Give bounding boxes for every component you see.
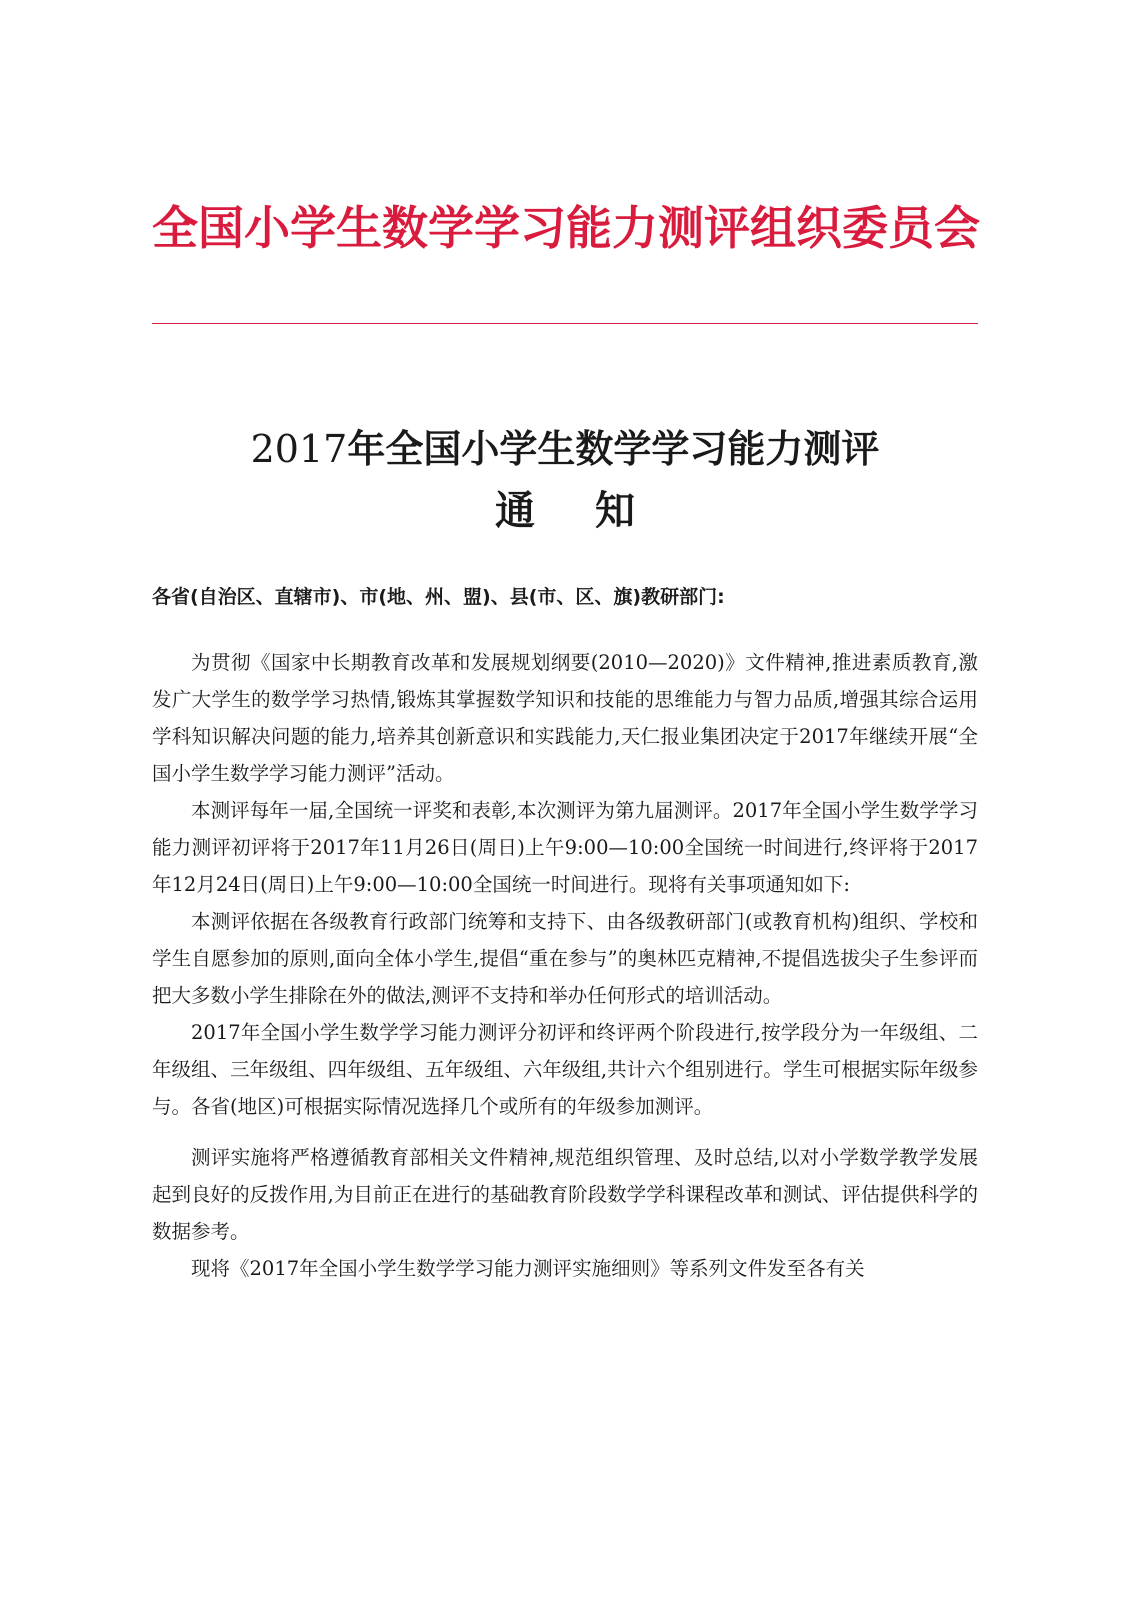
paragraph: 现将《2017年全国小学生数学学习能力测评实施细则》等系列文件发至各有关 <box>191 1257 865 1280</box>
notice-title-text: 年全国小学生数学学习能力测评 <box>347 427 880 471</box>
paragraph: 2017年全国小学生数学学习能力测评分初评和终评两个阶段进行,按学段分为一年级组、二年级组、三年级组、四年级组、五年级组、六年级组,共计六个组别进行。学生可根据实际年级参与。各省(地区)可根据实际情况选择几个或所有的年级参加测评。 <box>152 1021 978 1118</box>
salutation: 各省(自治区、直辖市)、市(地、州、盟)、县(市、区、旗)教研部门: <box>152 586 725 608</box>
organization-header: 全国小学生数学学习能力测评组织委员会 <box>152 201 980 255</box>
paragraph: 本测评依据在各级教育行政部门统筹和支持下、由各级教研部门(或教育机构)组织、学校和学生自愿参加的原则,面向全体小学生,提倡“重在参与”的奥林匹克精神,不提倡选拔尖子生参评而把大多数小学生排除在外的做法,测评不支持和举办任何形式的培训活动。 <box>152 910 978 1007</box>
paragraph: 测评实施将严格遵循教育部相关文件精神,规范组织管理、及时总结,以对小学数学教学发展起到良好的反拨作用,为目前正在进行的基础教育阶段数学学科课程改革和测试、评估提供科学的数据参考。 <box>152 1146 978 1243</box>
header-divider <box>152 323 978 324</box>
paragraph: 本测评每年一届,全国统一评奖和表彰,本次测评为第九届测评。2017年全国小学生数学学习能力测评初评将于2017年11月26日(周日)上午9:00—10:00全国统一时间进行,终评将于2017年12月24日(周日)上午9:00—10:00全国统一时间进行。现将有关事项通知如下: <box>152 799 978 896</box>
notice-title <box>152 420 978 478</box>
notice-body <box>152 644 978 1287</box>
notice-subtitle: 通知 <box>495 488 695 534</box>
notice-title-year: 2017 <box>250 427 348 471</box>
paragraph: 为贯彻《国家中长期教育改革和发展规划纲要(2010—2020)》文件精神,推进素质教育,激发广大学生的数学学习热情,锻炼其掌握数学知识和技能的思维能力与智力品质,增强其综合运用学科知识解决问题的能力,培养其创新意识和实践能力,天仁报业集团决定于2017年继续开展“全国小学生数学学习能力测评”活动。 <box>152 651 978 785</box>
